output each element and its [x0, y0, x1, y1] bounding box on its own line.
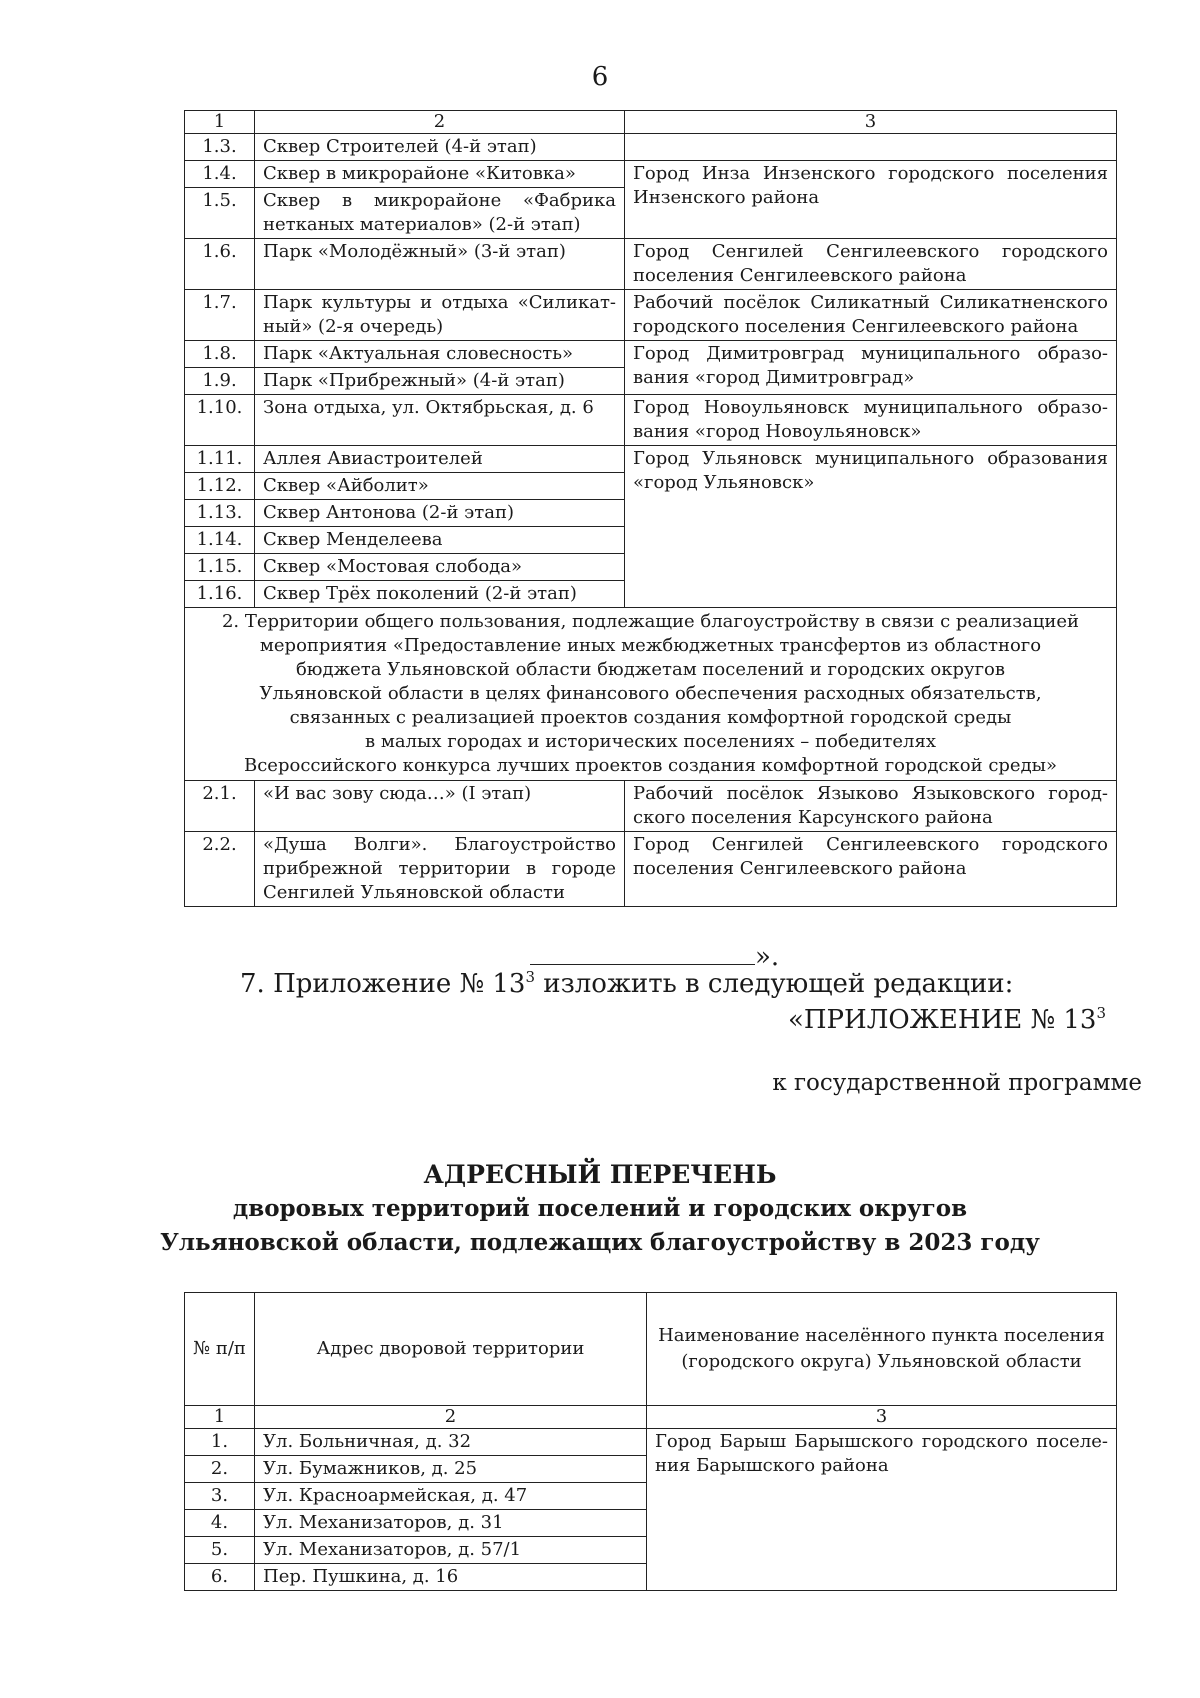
- courtyard-address: Ул. Красноармейская, д. 47: [255, 1483, 647, 1510]
- table-row: [185, 781, 1117, 832]
- row-number: 6.: [185, 1564, 255, 1591]
- header-cell: 1: [185, 111, 255, 134]
- col-settlement-header: Наименование населённого пункта поселения (городского округа) Ульяновской области: [647, 1293, 1117, 1406]
- paragraph-7-rest: изложить в следующей редакции:: [535, 969, 1014, 999]
- section-2-heading: [185, 608, 1117, 781]
- settlement-name: Город Барыш Барышского городского поселе-ния Барышского района: [647, 1429, 1117, 1591]
- courtyard-address: Ул. Бумажников, д. 25: [255, 1456, 647, 1483]
- row-number: 1.14.: [185, 527, 255, 554]
- row-number: 4.: [185, 1510, 255, 1537]
- page-number: 6: [591, 62, 609, 92]
- title-line-3: Ульяновской области, подлежащих благоустройству в 2023 году: [160, 1229, 1040, 1256]
- territory-name: Сквер «Айболит»: [255, 473, 625, 500]
- table-row: [185, 341, 1117, 368]
- header-cell: 2: [255, 1406, 647, 1429]
- section-line: мероприятия «Предоставление иных межбюджетных трансфертов из областного: [259, 635, 1042, 656]
- settlement-name: [625, 134, 1117, 161]
- courtyard-address: Ул. Механизаторов, д. 31: [255, 1510, 647, 1537]
- territory-name: «И вас зову сюда…» (I этап): [255, 781, 625, 832]
- row-number: 1.3.: [185, 134, 255, 161]
- row-number: 1.16.: [185, 581, 255, 608]
- settlement-name: Город Новоульяновск муниципального образо-вания «город Новоульяновск»: [625, 395, 1117, 446]
- territory-name: Сквер Менделеева: [255, 527, 625, 554]
- settlement-name: Рабочий посёлок Языково Языковского город-ского поселения Карсунского района: [625, 781, 1117, 832]
- row-number: 1.8.: [185, 341, 255, 368]
- header-cell: 2: [255, 111, 625, 134]
- territory-name: Аллея Авиастроителей: [255, 446, 625, 473]
- territory-name: Парк «Прибрежный» (4-й этап): [255, 368, 625, 395]
- settlement-name: Рабочий посёлок Силикатный Силикатненского городского поселения Сенгилеевского района: [625, 290, 1117, 341]
- appendix-label: [788, 1004, 1106, 1036]
- territory-name: Сквер Строителей (4-й этап): [255, 134, 625, 161]
- table-row: [185, 446, 1117, 473]
- table-row: [185, 395, 1117, 446]
- row-number: 1.6.: [185, 239, 255, 290]
- section-line: связанных с реализацией проектов создания комфортной городской среды: [289, 707, 1012, 728]
- territory-name: Сквер в микрорайоне «Китовка»: [255, 161, 625, 188]
- section-line: 2. Территории общего пользования, подлежащие благоустройству в связи с реализацией: [221, 611, 1080, 632]
- appendix-sup: 3: [1096, 1004, 1106, 1022]
- header-cell: 3: [647, 1406, 1117, 1429]
- settlement-name: Город Сенгилей Сенгилеевского городского поселения Сенгилеевского района: [625, 239, 1117, 290]
- territory-name: Сквер Антонова (2-й этап): [255, 500, 625, 527]
- settlement-name: Город Сенгилей Сенгилеевского городского поселения Сенгилеевского района: [625, 832, 1117, 907]
- territory-name: Сквер «Мостовая слобода»: [255, 554, 625, 581]
- paragraph-7-sup: 3: [525, 968, 536, 986]
- header-cell: 3: [625, 111, 1117, 134]
- courtyard-address: Пер. Пушкина, д. 16: [255, 1564, 647, 1591]
- row-number: 3.: [185, 1483, 255, 1510]
- courtyards-table: [184, 1292, 1117, 1591]
- row-number: 1.7.: [185, 290, 255, 341]
- row-number: 1.5.: [185, 188, 255, 239]
- signature-line: [530, 940, 755, 965]
- section-line: Всероссийского конкурса лучших проектов создания комфортной городской среды»: [244, 755, 1057, 776]
- table-row: [185, 832, 1117, 907]
- appendix-text: «ПРИЛОЖЕНИЕ № 13: [787, 1005, 1097, 1035]
- territory-name: Парк «Актуальная словесность»: [255, 341, 625, 368]
- table-row: [185, 161, 1117, 188]
- row-number: 1.10.: [185, 395, 255, 446]
- territories-table: [184, 110, 1117, 907]
- table-row: [185, 290, 1117, 341]
- territory-name: Сквер Трёх поколений (2-й этап): [255, 581, 625, 608]
- title-line-2: дворовых территорий поселений и городских округов: [232, 1195, 968, 1222]
- appendix-subtitle: к государственной программе: [772, 1070, 1142, 1096]
- header-cell: 1: [185, 1406, 255, 1429]
- courtyard-address: Ул. Механизаторов, д. 57/1: [255, 1537, 647, 1564]
- section-heading-row: [185, 608, 1117, 781]
- row-number: 1.13.: [185, 500, 255, 527]
- territory-name: Зона отдыха, ул. Октябрьская, д. 6: [255, 395, 625, 446]
- row-number: 2.1.: [185, 781, 255, 832]
- section-line: Ульяновской области в целях финансового обеспечения расходных обязательств,: [259, 683, 1042, 704]
- table-header-row: [185, 1406, 1117, 1429]
- row-number: 1.15.: [185, 554, 255, 581]
- settlement-name: Город Инза Инзенского городского поселения Инзенского района: [625, 161, 1117, 239]
- closing-quote: ».: [755, 942, 780, 972]
- row-number: 1.4.: [185, 161, 255, 188]
- table-row: [185, 1429, 1117, 1456]
- table-header-row: [185, 111, 1117, 134]
- title-line-1: АДРЕСНЫЙ ПЕРЕЧЕНЬ: [423, 1160, 777, 1189]
- territory-name: «Душа Волги». Благоустройство прибрежной территории в городе Сенгилей Ульяновской области: [255, 832, 625, 907]
- row-number: 1.12.: [185, 473, 255, 500]
- settlement-name: Город Ульяновск муниципального образования «город Ульяновск»: [625, 446, 1117, 608]
- col-address-header: Адрес дворовой территории: [255, 1293, 647, 1406]
- document-title: [0, 1158, 1200, 1260]
- row-number: 1.11.: [185, 446, 255, 473]
- row-number: 1.9.: [185, 368, 255, 395]
- paragraph-7-text: 7. Приложение № 13: [240, 969, 526, 999]
- paragraph-7: [240, 968, 1013, 1000]
- territory-name: Сквер в микрорайоне «Фабрика нетканых материалов» (2-й этап): [255, 188, 625, 239]
- table-column-headers: [185, 1293, 1117, 1406]
- section-line: в малых городах и исторических поселениях – победителях: [365, 731, 936, 752]
- row-number: 5.: [185, 1537, 255, 1564]
- section-line: бюджета Ульяновской области бюджетам поселений и городских округов: [295, 659, 1006, 680]
- table-row: [185, 239, 1117, 290]
- row-number: 2.: [185, 1456, 255, 1483]
- col-number-header: № п/п: [185, 1293, 255, 1406]
- table-row: [185, 134, 1117, 161]
- territory-name: Парк культуры и отдыха «Силикат-ный» (2-я очередь): [255, 290, 625, 341]
- territory-name: Парк «Молодёжный» (3-й этап): [255, 239, 625, 290]
- row-number: 1.: [185, 1429, 255, 1456]
- courtyard-address: Ул. Больничная, д. 32: [255, 1429, 647, 1456]
- settlement-name: Город Димитровград муниципального образо-вания «город Димитровград»: [625, 341, 1117, 395]
- row-number: 2.2.: [185, 832, 255, 907]
